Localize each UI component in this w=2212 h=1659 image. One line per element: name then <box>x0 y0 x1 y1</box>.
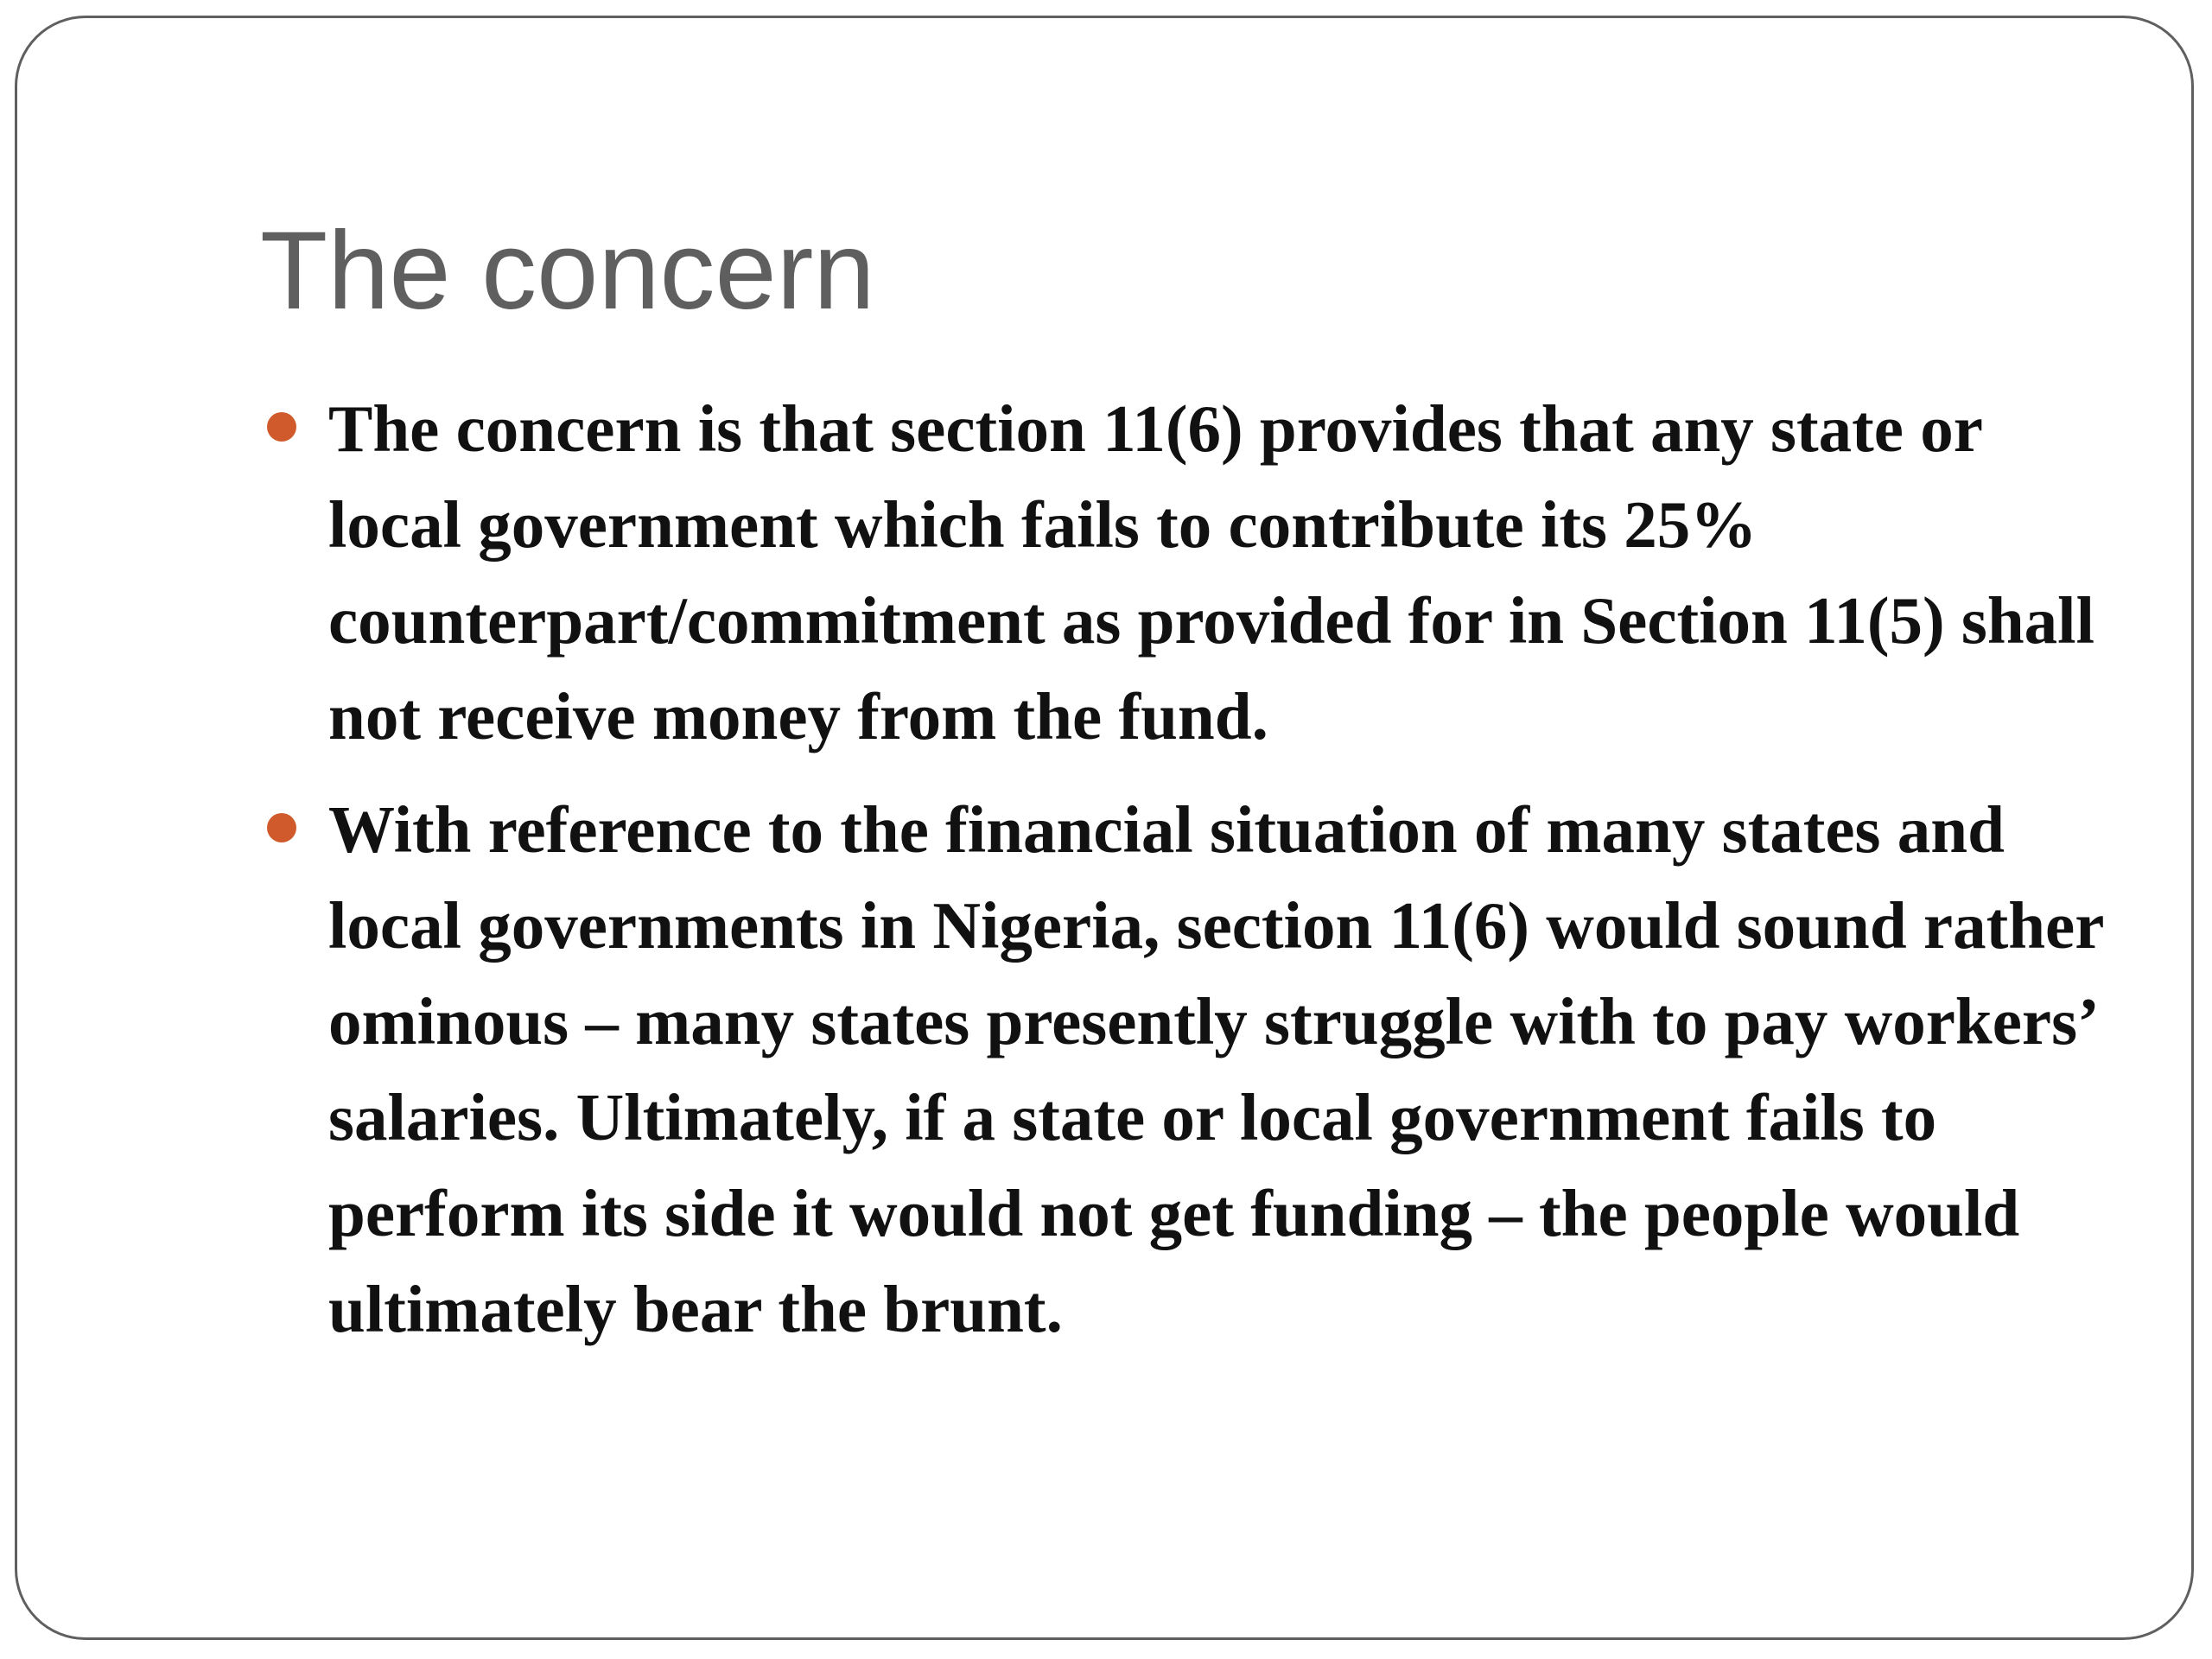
slide-title: The concern <box>260 209 875 333</box>
bullet-text: With reference to the financial situation of many states and local governments in Nigeria, section 11(6) would sound rather ominous – many states presently struggle with to pay workers’ salaries. Ultimately, if a state or local government fails to perform its side it would not get funding – the people would ultimately bear the brunt. <box>328 792 2103 1346</box>
bullet-item <box>17 782 2212 1357</box>
bullet-list <box>17 381 2212 1375</box>
bullet-dot-icon <box>267 813 296 842</box>
slide <box>15 16 2194 1640</box>
bullet-dot-icon <box>267 412 296 442</box>
bullet-text: The concern is that section 11(6) provides that any state or local government which fails to contribute its 25% counterpart/commitment as provided for in Section 11(5) shall not receive money from the fund. <box>328 391 2094 753</box>
bullet-item <box>17 381 2212 765</box>
